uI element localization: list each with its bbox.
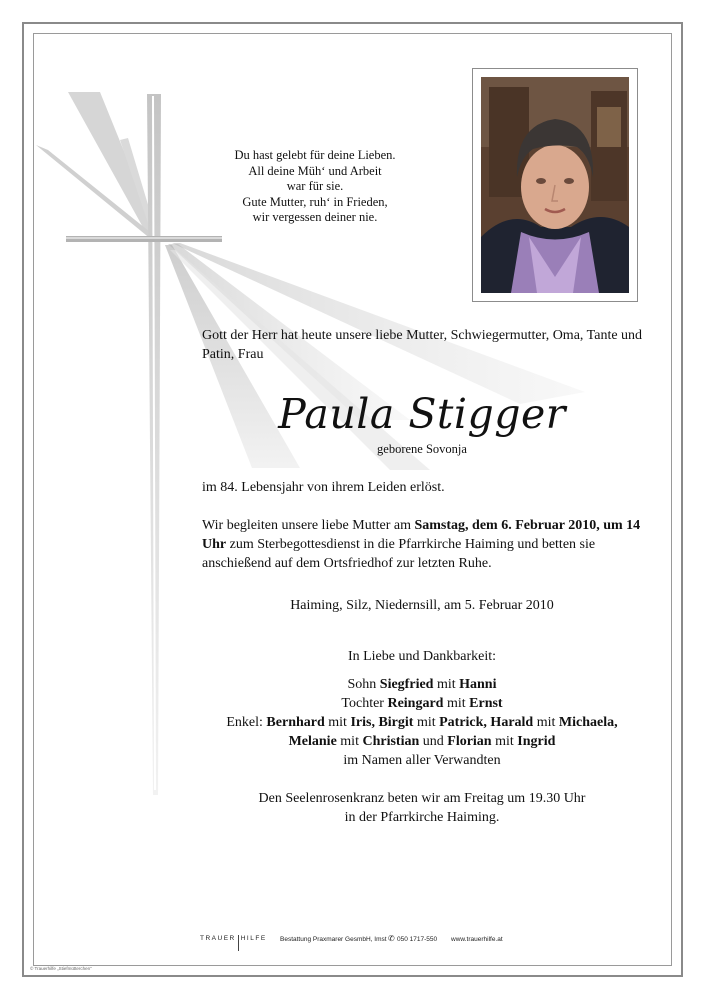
funeral-part2: zum Sterbegottesdienst in die Pfarrkirche Haiming und betten sie anschießend auf dem Ortsfriedhof zur letzten Ruhe.	[202, 537, 596, 571]
family-grandchildren-line-2: Melanie mit Christian und Florian mit Ingrid	[288, 734, 556, 749]
cross-horizontal-beam	[66, 236, 222, 242]
family-relatives-line: im Namen aller Verwandten	[343, 753, 501, 768]
intro-text: Gott der Herr hat heute unsere liebe Mutter, Schwiegermutter, Oma, Tante und Patin, Frau	[202, 328, 643, 362]
family-list	[202, 675, 642, 770]
funeral-date: Samstag, dem 6. Februar 2010, um 14 Uhr	[202, 518, 641, 552]
rosary-line: Den Seelenrosenkranz beten wir am Freitag um 19.30 Uhr	[258, 791, 586, 806]
poem	[215, 148, 415, 226]
funeral-text	[202, 516, 652, 573]
rosary-line: in der Pfarrkirche Haiming.	[344, 810, 500, 825]
phone-icon: ✆	[388, 934, 395, 943]
funeral-part1: Wir begleiten unsere liebe Mutter am	[202, 518, 415, 533]
poem-line: Du hast gelebt für deine Lieben.	[234, 148, 396, 162]
poem-line: wir vergessen deiner nie.	[252, 210, 378, 224]
family-grandchildren-line-1: Enkel: Bernhard mit Iris, Birgit mit Patrick, Harald mit Michaela,	[226, 715, 618, 730]
company-name: Bestattung Praxmarer GesmbH, Imst	[280, 936, 387, 943]
portrait-photo	[481, 77, 629, 293]
birth-name: geborene Sovonja	[377, 442, 467, 456]
phone-number: 050 1717-550	[397, 936, 438, 943]
trauerhilfe-logo: TRAUER HILFE	[200, 935, 267, 951]
passing-text: im 84. Lebensjahr von ihrem Leiden erlöst.	[202, 480, 445, 495]
website-link[interactable]: www.trauerhilfe.at	[451, 936, 503, 943]
copyright-note: © Trauerhilfe „Stiefmütterchen“	[30, 966, 92, 971]
poem-line: All deine Müh‘ und Arbeit	[248, 163, 382, 178]
deceased-name: Paula Stigger	[278, 390, 566, 438]
portrait-frame	[472, 68, 638, 302]
rosary-text	[202, 789, 642, 827]
poem-line: war für sie.	[286, 179, 344, 193]
family-son-line: Sohn Siegfried mit Hanni	[347, 677, 497, 692]
poem-line: Gute Mutter, ruh‘ in Frieden,	[242, 194, 388, 209]
gratitude-heading: In Liebe und Dankbarkeit:	[347, 649, 497, 664]
family-daughter-line: Tochter Reingard mit Ernst	[341, 696, 503, 711]
footer	[200, 931, 520, 953]
place-date: Haiming, Silz, Niedernsill, am 5. Februar 2010	[290, 598, 554, 613]
